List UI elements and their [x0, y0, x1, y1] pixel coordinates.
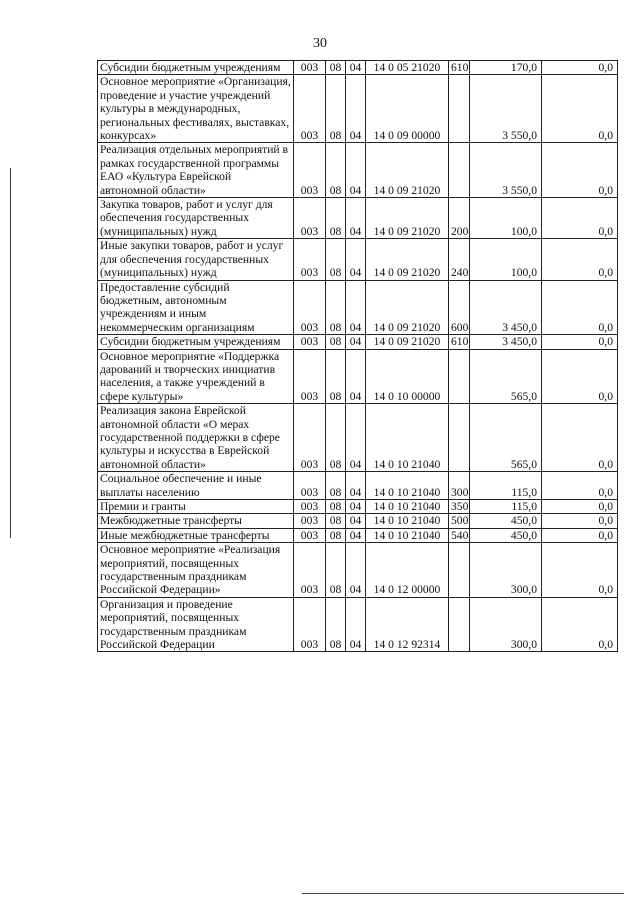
section-cell: 08 — [326, 349, 346, 404]
subsection-cell: 04 — [346, 472, 366, 500]
row-name-cell: Закупка товаров, работ и услуг для обеспечения государственных (муниципальных) нужд — [98, 198, 294, 239]
target-article-cell: 14 0 12 00000 — [366, 543, 449, 598]
section-cell: 08 — [326, 280, 346, 335]
table-row — [98, 61, 618, 75]
table-row — [98, 349, 618, 404]
table-row — [98, 404, 618, 472]
subsection-cell: 04 — [346, 143, 366, 198]
table-row — [98, 335, 618, 349]
row-name-cell: Субсидии бюджетным учреждениям — [98, 335, 294, 349]
target-article-cell: 14 0 09 21020 — [366, 143, 449, 198]
row-name-cell: Иные межбюджетные трансферты — [98, 528, 294, 542]
subsection-cell: 04 — [346, 335, 366, 349]
amount2-cell: 0,0 — [542, 514, 618, 528]
target-article-cell: 14 0 09 21020 — [366, 335, 449, 349]
target-article-cell: 14 0 10 21040 — [366, 514, 449, 528]
grbs-cell: 003 — [294, 335, 326, 349]
subsection-cell: 04 — [346, 198, 366, 239]
subsection-cell: 04 — [346, 61, 366, 75]
amount-cell: 3 450,0 — [470, 335, 542, 349]
table-row — [98, 280, 618, 335]
amount2-cell: 0,0 — [542, 335, 618, 349]
table-row — [98, 239, 618, 280]
table-row — [98, 500, 618, 514]
row-name-cell: Межбюджетные трансферты — [98, 514, 294, 528]
amount2-cell: 0,0 — [542, 597, 618, 652]
grbs-cell: 003 — [294, 597, 326, 652]
row-name-cell: Социальное обеспечение и иные выплаты населению — [98, 472, 294, 500]
amount2-cell: 0,0 — [542, 500, 618, 514]
amount-cell: 3 550,0 — [470, 143, 542, 198]
amount-cell: 3 550,0 — [470, 75, 542, 143]
expense-type-cell: 200 — [449, 198, 470, 239]
table-row — [98, 198, 618, 239]
table-row — [98, 528, 618, 542]
target-article-cell: 14 0 10 21040 — [366, 472, 449, 500]
amount-cell: 565,0 — [470, 404, 542, 472]
expense-type-cell: 610 — [449, 335, 470, 349]
row-name-cell: Субсидии бюджетным учреждениям — [98, 61, 294, 75]
amount2-cell: 0,0 — [542, 198, 618, 239]
amount2-cell: 0,0 — [542, 239, 618, 280]
target-article-cell: 14 0 10 21040 — [366, 500, 449, 514]
grbs-cell: 003 — [294, 349, 326, 404]
table-row — [98, 514, 618, 528]
section-cell: 08 — [326, 472, 346, 500]
amount-cell: 115,0 — [470, 500, 542, 514]
target-article-cell: 14 0 09 00000 — [366, 75, 449, 143]
grbs-cell: 003 — [294, 143, 326, 198]
row-name-cell: Основное мероприятие «Организация, проведение и участие учреждений культуры в международных, региональных фестивалях, выставках, конкурсах» — [98, 75, 294, 143]
subsection-cell: 04 — [346, 528, 366, 542]
subsection-cell: 04 — [346, 514, 366, 528]
grbs-cell: 003 — [294, 61, 326, 75]
amount-cell: 565,0 — [470, 349, 542, 404]
table-row — [98, 543, 618, 598]
section-cell: 08 — [326, 198, 346, 239]
expense-type-cell: 300 — [449, 472, 470, 500]
target-article-cell: 14 0 09 21020 — [366, 198, 449, 239]
expense-type-cell: 600 — [449, 280, 470, 335]
section-cell: 08 — [326, 514, 346, 528]
amount2-cell: 0,0 — [542, 472, 618, 500]
target-article-cell: 14 0 12 92314 — [366, 597, 449, 652]
target-article-cell: 14 0 10 00000 — [366, 349, 449, 404]
amount-cell: 450,0 — [470, 528, 542, 542]
section-cell: 08 — [326, 335, 346, 349]
amount2-cell: 0,0 — [542, 280, 618, 335]
amount2-cell: 0,0 — [542, 75, 618, 143]
amount-cell: 300,0 — [470, 597, 542, 652]
amount-cell: 115,0 — [470, 472, 542, 500]
expense-type-cell: 500 — [449, 514, 470, 528]
section-cell: 08 — [326, 239, 346, 280]
table-body — [98, 61, 618, 652]
amount2-cell: 0,0 — [542, 143, 618, 198]
amount-cell: 300,0 — [470, 543, 542, 598]
table-row — [98, 597, 618, 652]
grbs-cell: 003 — [294, 198, 326, 239]
footer-rule — [302, 893, 624, 894]
expense-type-cell — [449, 75, 470, 143]
row-name-cell: Премии и гранты — [98, 500, 294, 514]
subsection-cell: 04 — [346, 75, 366, 143]
amount2-cell: 0,0 — [542, 528, 618, 542]
row-name-cell: Предоставление субсидий бюджетным, автономным учреждениям и иным некоммерческим организациям — [98, 280, 294, 335]
amount2-cell: 0,0 — [542, 61, 618, 75]
amount-cell: 100,0 — [470, 198, 542, 239]
table-row — [98, 75, 618, 143]
grbs-cell: 003 — [294, 404, 326, 472]
section-cell: 08 — [326, 543, 346, 598]
table-row — [98, 143, 618, 198]
amount2-cell: 0,0 — [542, 349, 618, 404]
expense-type-cell: 350 — [449, 500, 470, 514]
row-name-cell: Основное мероприятие «Реализация мероприятий, посвященных государственным праздникам Российской Федерации» — [98, 543, 294, 598]
subsection-cell: 04 — [346, 404, 366, 472]
row-name-cell: Реализация отдельных мероприятий в рамках государственной программы ЕАО «Культура Еврейской автономной области» — [98, 143, 294, 198]
amount-cell: 3 450,0 — [470, 280, 542, 335]
grbs-cell: 003 — [294, 75, 326, 143]
expense-type-cell: 240 — [449, 239, 470, 280]
target-article-cell: 14 0 05 21020 — [366, 61, 449, 75]
row-name-cell: Реализация закона Еврейской автономной области «О мерах государственной поддержки в сфере культуры и искусства в Еврейской автономной области» — [98, 404, 294, 472]
subsection-cell: 04 — [346, 239, 366, 280]
grbs-cell: 003 — [294, 543, 326, 598]
grbs-cell: 003 — [294, 528, 326, 542]
amount-cell: 450,0 — [470, 514, 542, 528]
subsection-cell: 04 — [346, 349, 366, 404]
expense-type-cell — [449, 597, 470, 652]
grbs-cell: 003 — [294, 239, 326, 280]
expense-type-cell — [449, 404, 470, 472]
budget-table — [97, 60, 618, 652]
grbs-cell: 003 — [294, 280, 326, 335]
target-article-cell: 14 0 10 21040 — [366, 404, 449, 472]
expense-type-cell — [449, 143, 470, 198]
section-cell: 08 — [326, 404, 346, 472]
section-cell: 08 — [326, 143, 346, 198]
section-cell: 08 — [326, 597, 346, 652]
row-name-cell: Иные закупки товаров, работ и услуг для обеспечения государственных (муниципальных) нужд — [98, 239, 294, 280]
section-cell: 08 — [326, 61, 346, 75]
section-cell: 08 — [326, 500, 346, 514]
target-article-cell: 14 0 09 21020 — [366, 239, 449, 280]
amount2-cell: 0,0 — [542, 404, 618, 472]
subsection-cell: 04 — [346, 280, 366, 335]
expense-type-cell: 610 — [449, 61, 470, 75]
amount-cell: 170,0 — [470, 61, 542, 75]
section-cell: 08 — [326, 528, 346, 542]
expense-type-cell — [449, 543, 470, 598]
page-number: 30 — [313, 36, 327, 51]
amount-cell: 100,0 — [470, 239, 542, 280]
subsection-cell: 04 — [346, 597, 366, 652]
target-article-cell: 14 0 10 21040 — [366, 528, 449, 542]
subsection-cell: 04 — [346, 543, 366, 598]
grbs-cell: 003 — [294, 472, 326, 500]
margin-line — [10, 168, 11, 538]
grbs-cell: 003 — [294, 500, 326, 514]
section-cell: 08 — [326, 75, 346, 143]
amount2-cell: 0,0 — [542, 543, 618, 598]
expense-type-cell: 540 — [449, 528, 470, 542]
expense-type-cell — [449, 349, 470, 404]
row-name-cell: Основное мероприятие «Поддержка дарований и творческих инициатив населения, а также учреждений в сфере культуры» — [98, 349, 294, 404]
grbs-cell: 003 — [294, 514, 326, 528]
target-article-cell: 14 0 09 21020 — [366, 280, 449, 335]
row-name-cell: Организация и проведение мероприятий, посвященных государственным праздникам Российской Федерации — [98, 597, 294, 652]
subsection-cell: 04 — [346, 500, 366, 514]
table-row — [98, 472, 618, 500]
